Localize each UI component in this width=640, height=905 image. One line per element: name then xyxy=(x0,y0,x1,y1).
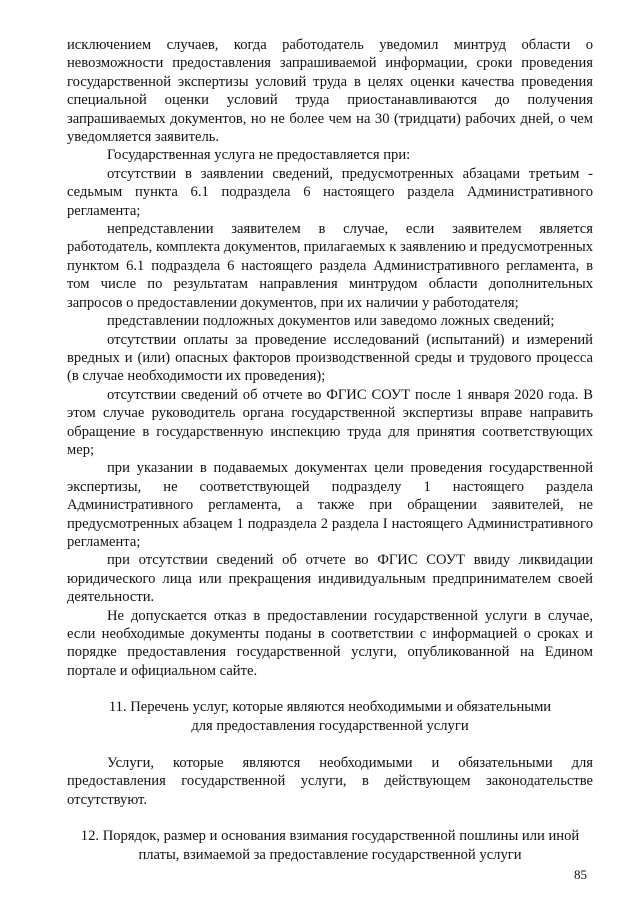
paragraph-refusal-item: отсутствии оплаты за проведение исследований (испытаний) и измерений вредных и (или) опасных факторов производственной среды и трудового процесса (в случае необходимости их проведения); xyxy=(67,331,593,385)
paragraph-refusal-item: отсутствии сведений об отчете во ФГИС СОУТ после 1 января 2020 года. В этом случае руководитель органа государственной экспертизы вправе направить обращение в государственную инспекцию труда для принятия соответствующих мер; xyxy=(67,386,593,458)
paragraph-refusal-item: при отсутствии сведений об отчете во ФГИС СОУТ ввиду ликвидации юридического лица или прекращения индивидуальным предпринимателем своей деятельности. xyxy=(67,552,593,606)
paragraph-refusal-intro: Государственная услуга не предоставляется при: xyxy=(107,147,411,164)
section-11-body: Услуги, которые являются необходимыми и обязательными для предоставления государственной услуги, в действующем законодательстве отсутствуют. xyxy=(67,755,593,808)
paragraph-refusal-item: отсутствии в заявлении сведений, предусмотренных абзацами третьим - седьмым пункта 6.1 подраздела 6 настоящего раздела Административного регламента; xyxy=(67,165,593,219)
paragraph-no-refusal: Не допускается отказ в предоставлении государственной услуги в случае, если необходимые документы поданы в соответствии с информацией о сроках и порядке предоставления государственной услуги, опубликованной на Едином портале и официальном сайте. xyxy=(67,607,593,679)
section-12-heading-line-1: 12. Порядок, размер и основания взимания государственной пошлины или иной xyxy=(80,828,580,845)
section-12-heading-line-2: платы, взимаемой за предоставление государственной услуги xyxy=(138,846,522,863)
paragraph-continuation: исключением случаев, когда работодатель уведомил минтруд области о невозможности предоставления запрашиваемой информации, сроки проведения государственной экспертизы условий труда в целях оценки качества проведения специальной оценки условий труда приостанавливаются до получения запрашиваемых документов, но не более чем на 30 (тридцати) рабочих дней, о чем уведомляется заявитель. xyxy=(67,37,593,146)
paragraph-refusal-item: непредставлении заявителем в случае, если заявителем является работодатель, комплекта документов, прилагаемых к заявлению и предусмотренных пунктом 6.1 подраздела 6 настоящего раздела Административного регламента, в том числе по результатам направления минтрудом области дополнительных запросов о предоставлении документов, при их наличии у работодателя; xyxy=(67,221,594,311)
paragraph-refusal-item: при указании в подаваемых документах цели проведения государственной экспертизы, не соответствующей подразделу 1 настоящего раздела Административного регламента, а также при обращении заявителей, не предусмотренных абзацем 1 подраздела 2 раздела I настоящего Административного регламента; xyxy=(67,460,593,550)
section-11-heading-line-2: для предоставления государственной услуги xyxy=(191,717,469,734)
page-number: 85 xyxy=(574,867,587,882)
paragraph-refusal-item: представлении подложных документов или заведомо ложных сведений; xyxy=(107,313,555,330)
section-11-heading-line-1: 11. Перечень услуг, которые являются необходимыми и обязательными xyxy=(108,699,552,716)
document-page xyxy=(67,36,593,864)
